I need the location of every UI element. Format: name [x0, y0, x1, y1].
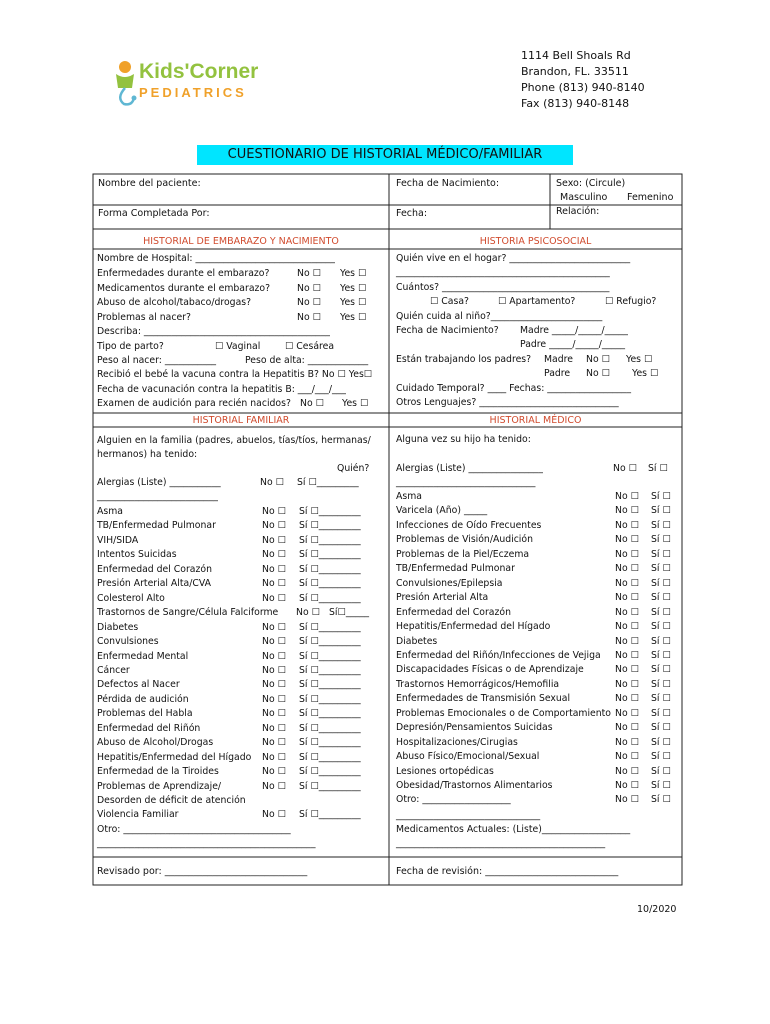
family-condition-label: Defectos al Nacer — [97, 679, 180, 691]
parents-dob-label: Fecha de Nacimiento? — [396, 325, 499, 336]
pregnancy-question: Enfermedades durante el embarazo? — [97, 268, 270, 279]
medical-no-checkbox[interactable]: No ☐ — [615, 563, 639, 575]
medical-other-blank[interactable]: _______________________________ — [396, 810, 541, 821]
medical-no-checkbox[interactable]: No ☐ — [615, 635, 639, 647]
pregnancy-no-checkbox[interactable]: No ☐ — [297, 311, 321, 323]
violence-no[interactable]: No ☐ — [262, 809, 286, 820]
medical-no-checkbox[interactable]: No ☐ — [615, 736, 639, 748]
medical-no-checkbox[interactable]: No ☐ — [615, 707, 639, 719]
family-yes-checkbox[interactable]: Sí ☐_________ — [299, 693, 361, 705]
pregnancy-no-checkbox[interactable]: No ☐ — [297, 268, 321, 279]
family-yes-checkbox[interactable]: Sí ☐_________ — [299, 664, 361, 676]
family-yes-checkbox[interactable]: Sí ☐_________ — [299, 780, 361, 792]
page-title: CUESTIONARIO DE HISTORIAL MÉDICO/FAMILIAR — [197, 145, 573, 165]
medical-no-checkbox[interactable]: No ☐ — [615, 678, 639, 690]
medical-yes-checkbox[interactable]: Sí ☐ — [651, 519, 671, 531]
medical-condition-label: Obesidad/Trastornos Alimentarios — [396, 780, 553, 791]
father-work-label: Padre — [544, 368, 571, 379]
mother-dob-field[interactable]: Madre _____/_____/_____ — [520, 325, 628, 336]
pregnancy-yes-checkbox[interactable]: Yes ☐ — [340, 268, 367, 279]
family-condition-label: Convulsiones — [97, 636, 159, 648]
patient-name-label: Nombre del paciente: — [98, 178, 201, 189]
medical-no-checkbox[interactable]: No ☐ — [615, 606, 639, 618]
medications-field[interactable]: Medicamentos Actuales: (Liste)___________________ — [396, 824, 631, 835]
medical-condition-label: Diabetes — [396, 635, 438, 647]
pregnancy-no-checkbox[interactable]: No ☐ — [297, 297, 321, 308]
describe-field[interactable]: Describa: ________________________________________ — [97, 326, 330, 337]
medical-condition-label: Enfermedades de Transmisión Sexual — [396, 693, 571, 705]
family-yes-checkbox[interactable]: Sí ☐_________ — [299, 679, 361, 691]
sex-male-option[interactable]: Masculino — [560, 192, 608, 203]
medical-condition-label: Varicela (Año) _____ — [396, 505, 488, 517]
family-allergies-blank[interactable]: __________________________ — [97, 491, 218, 502]
date-label: Fecha: — [396, 208, 428, 219]
family-yes-checkbox[interactable]: Sí ☐_________ — [299, 621, 361, 633]
who-label: Quién? — [337, 463, 370, 474]
mother-work-yes[interactable]: Yes ☐ — [626, 354, 653, 365]
medical-no-checkbox[interactable]: No ☐ — [615, 548, 639, 560]
form-version: 10/2020 — [637, 904, 677, 915]
medical-allergies-no[interactable]: No ☐ — [613, 463, 637, 474]
relation-label: Relación: — [556, 206, 600, 217]
family-condition-label: TB/Enfermedad Pulmonar — [97, 520, 216, 532]
family-condition-label: Problemas del Habla — [97, 708, 193, 720]
family-yes-checkbox[interactable]: Sí ☐_________ — [299, 578, 361, 590]
pregnancy-yes-checkbox[interactable]: Yes ☐ — [340, 311, 367, 323]
family-no-checkbox[interactable]: No ☐ — [262, 664, 286, 676]
family-yes-checkbox[interactable]: Sí ☐_________ — [299, 708, 361, 720]
birth-weight-field[interactable]: Peso al nacer: ___________ — [97, 355, 217, 366]
family-condition-label: Hepatitis/Enfermedad del Hígado — [97, 751, 252, 763]
medical-condition-label: Abuso Físico/Emocional/Sexual — [396, 751, 540, 763]
section-psychosocial-header: HISTORIA PSICOSOCIAL — [479, 236, 592, 247]
medical-yes-checkbox[interactable]: Sí ☐ — [651, 794, 671, 806]
family-condition-label: Cáncer — [97, 664, 130, 676]
family-allergies-field[interactable]: Alergias (Liste) ___________ — [97, 477, 221, 488]
medical-yes-checkbox[interactable]: Sí ☐ — [651, 678, 671, 690]
family-no-checkbox[interactable]: No ☐ — [262, 766, 286, 778]
medical-no-checkbox[interactable]: No ☐ — [615, 751, 639, 763]
medical-yes-checkbox[interactable]: Sí ☐ — [651, 606, 671, 618]
medical-no-checkbox[interactable]: No ☐ — [615, 592, 639, 604]
foster-care-field[interactable]: Cuidado Temporal? ____ Fechas: __________________ — [396, 383, 631, 394]
logo-text-bottom: PEDIATRICS — [139, 85, 247, 100]
hearing-yes-checkbox[interactable]: Yes ☐ — [342, 398, 369, 409]
hearing-question: Examen de audición para recién nacidos? — [97, 398, 291, 409]
medical-allergies-yes[interactable]: Sí ☐ — [648, 463, 668, 474]
address-line: Fax (813) 940-8148 — [521, 97, 630, 110]
medical-yes-checkbox[interactable]: Sí ☐ — [651, 649, 671, 661]
family-no-checkbox[interactable]: No ☐ — [262, 679, 286, 691]
family-no-checkbox[interactable]: No ☐ — [262, 506, 286, 517]
pregnancy-question: Problemas al nacer? — [97, 311, 191, 323]
address-line: 1114 Bell Shoals Rd — [521, 49, 631, 62]
adhd-label: Desorden de déficit de atención — [97, 795, 246, 806]
completed-by-label: Forma Completada Por: — [98, 208, 210, 219]
section-pregnancy-header: HISTORIAL DE EMBARAZO Y NACIMIENTO — [143, 236, 339, 247]
address-line: Phone (813) 940-8140 — [521, 81, 645, 94]
languages-field[interactable]: Otros Lenguajes? ______________________________ — [396, 397, 619, 408]
family-no-checkbox[interactable]: No ☐ — [262, 751, 286, 763]
medical-condition-label: Enfermedad del Corazón — [396, 606, 511, 618]
address-line: Brandon, FL. 33511 — [521, 65, 629, 78]
family-yes-checkbox[interactable]: Sí ☐_________ — [299, 506, 361, 517]
medications-blank[interactable]: _____________________________________________ — [396, 838, 606, 849]
medical-yes-checkbox[interactable]: Sí ☐ — [651, 505, 671, 517]
family-no-checkbox[interactable]: No ☐ — [262, 549, 286, 561]
family-condition-label: Abuso de Alcohol/Drogas — [97, 737, 214, 749]
sex-female-option[interactable]: Femenino — [627, 192, 674, 203]
medical-no-checkbox[interactable]: No ☐ — [615, 649, 639, 661]
family-no-checkbox[interactable]: No ☐ — [262, 636, 286, 648]
pregnancy-question: Abuso de alcohol/tabaco/drogas? — [97, 297, 252, 308]
medical-yes-checkbox[interactable]: Sí ☐ — [651, 765, 671, 777]
who-lives-field[interactable]: Quién vive en el hogar? __________________________ — [396, 253, 631, 264]
medical-yes-checkbox[interactable]: Sí ☐ — [651, 736, 671, 748]
medical-condition-label: Hospitalizaciones/Cirugias — [396, 736, 518, 748]
family-condition-label: Trastornos de Sangre/Célula Falciforme — [97, 607, 279, 619]
pregnancy-no-checkbox[interactable]: No ☐ — [297, 282, 321, 294]
family-condition-label: Pérdida de audición — [97, 693, 189, 705]
parents-work-label: Están trabajando los padres? — [396, 354, 532, 365]
medical-yes-checkbox[interactable]: Sí ☐ — [651, 780, 671, 791]
father-dob-field[interactable]: Padre _____/_____/_____ — [520, 339, 626, 350]
hospital-field[interactable]: Nombre de Hospital: ______________________________ — [97, 253, 335, 264]
section-medical-header: HISTORIAL MÉDICO — [489, 415, 582, 426]
family-no-checkbox[interactable]: No ☐ — [262, 578, 286, 590]
medical-yes-checkbox[interactable]: Sí ☐ — [651, 563, 671, 575]
family-yes-checkbox[interactable]: Sí ☐_________ — [299, 751, 361, 763]
family-no-checkbox[interactable]: No ☐ — [262, 780, 286, 792]
medical-yes-checkbox[interactable]: Sí ☐ — [651, 707, 671, 719]
family-yes-checkbox[interactable]: Sí ☐_________ — [299, 737, 361, 749]
medical-yes-checkbox[interactable]: Sí ☐ — [651, 491, 671, 502]
medical-condition-label: Problemas de Visión/Audición — [396, 534, 533, 546]
shelter-checkbox[interactable]: ☐ Refugio? — [605, 296, 657, 307]
family-other-field[interactable]: Otro: ____________________________________ — [97, 824, 291, 835]
medical-allergies-blank[interactable]: ______________________________ — [396, 477, 536, 488]
family-condition-label: Presión Arterial Alta/CVA — [97, 578, 211, 590]
family-yes-checkbox[interactable]: Sí ☐_________ — [299, 563, 361, 575]
medical-no-checkbox[interactable]: No ☐ — [615, 794, 639, 806]
family-no-checkbox[interactable]: No ☐ — [262, 563, 286, 575]
medical-no-checkbox[interactable]: No ☐ — [615, 577, 639, 589]
vaginal-checkbox[interactable]: ☐ Vaginal — [215, 341, 261, 352]
caregiver-field[interactable]: Quién cuida al niño?________________________ — [396, 311, 603, 322]
medical-allergies-field[interactable]: Alergias (Liste) ________________ — [396, 463, 543, 474]
cesarean-checkbox[interactable]: ☐ Cesárea — [285, 341, 335, 352]
medical-yes-checkbox[interactable]: Sí ☐ — [651, 592, 671, 604]
discharge-weight-field[interactable]: Peso de alta: _____________ — [245, 355, 369, 366]
family-yes-checkbox[interactable]: Sí ☐_________ — [299, 520, 361, 532]
mother-work-label: Madre — [544, 354, 573, 365]
medical-no-checkbox[interactable]: No ☐ — [615, 722, 639, 734]
medical-no-checkbox[interactable]: No ☐ — [615, 780, 639, 791]
medical-no-checkbox[interactable]: No ☐ — [615, 621, 639, 633]
family-no-checkbox[interactable]: No ☐ — [262, 520, 286, 532]
family-condition-label: Enfermedad del Corazón — [97, 563, 212, 575]
family-yes-checkbox[interactable]: Sí☐_____ — [329, 607, 370, 619]
medical-intro: Alguna vez su hijo ha tenido: — [396, 434, 531, 445]
family-condition-label: Diabetes — [97, 621, 139, 633]
medical-condition-label: Presión Arterial Alta — [396, 592, 489, 604]
who-lives-blank[interactable]: ______________________________________________ — [396, 267, 610, 278]
medical-no-checkbox[interactable]: No ☐ — [615, 693, 639, 705]
family-no-checkbox[interactable]: No ☐ — [296, 607, 320, 619]
family-no-checkbox[interactable]: No ☐ — [262, 722, 286, 734]
violence-yes[interactable]: Sí ☐_________ — [299, 809, 361, 820]
medical-condition-label: Infecciones de Oído Frecuentes — [396, 519, 542, 531]
medical-no-checkbox[interactable]: No ☐ — [615, 519, 639, 531]
pregnancy-question: Medicamentos durante el embarazo? — [97, 282, 271, 294]
family-no-checkbox[interactable]: No ☐ — [262, 534, 286, 546]
medical-no-checkbox[interactable]: No ☐ — [615, 664, 639, 676]
medical-condition-label: Otro: ___________________ — [396, 794, 511, 806]
family-no-checkbox[interactable]: No ☐ — [262, 708, 286, 720]
family-yes-checkbox[interactable]: Sí ☐_________ — [299, 766, 361, 778]
medical-condition-label: Convulsiones/Epilepsia — [396, 577, 503, 589]
family-condition-label: Enfermedad de la Tiroides — [97, 766, 219, 778]
reviewed-by-field[interactable]: Revisado por: ______________________________ — [97, 866, 308, 877]
medical-condition-label: TB/Enfermedad Pulmonar — [396, 563, 515, 575]
family-other-blank[interactable]: _______________________________________________ — [97, 838, 316, 849]
family-condition-label: Colesterol Alto — [97, 592, 165, 604]
family-no-checkbox[interactable]: No ☐ — [262, 621, 286, 633]
logo-text-top: Kids'Corner — [139, 60, 259, 83]
family-no-checkbox[interactable]: No ☐ — [262, 650, 286, 662]
family-yes-checkbox[interactable]: Sí ☐_________ — [299, 650, 361, 662]
medical-no-checkbox[interactable]: No ☐ — [615, 505, 639, 517]
hepb-question[interactable]: Recibió el bebé la vacuna contra la Hepatitis B? No ☐ Yes☐ — [97, 369, 373, 380]
medical-condition-label: Depresión/Pensamientos Suicidas — [396, 722, 553, 734]
medical-condition-label: Hepatitis/Enfermedad del Hígado — [396, 621, 551, 633]
medical-yes-checkbox[interactable]: Sí ☐ — [651, 664, 671, 676]
medical-condition-label: Discapacidades Físicas o de Aprendizaje — [396, 664, 584, 676]
family-condition-label: Enfermedad Mental — [97, 650, 189, 662]
dob-label: Fecha de Nacimiento: — [396, 178, 500, 189]
family-allergies-no[interactable]: No ☐ — [260, 477, 284, 488]
family-no-checkbox[interactable]: No ☐ — [262, 737, 286, 749]
medical-condition-label: Problemas de la Piel/Eczema — [396, 548, 530, 560]
medical-no-checkbox[interactable]: No ☐ — [615, 534, 639, 546]
medical-yes-checkbox[interactable]: Sí ☐ — [651, 534, 671, 546]
how-many-field[interactable]: Cuántos? ____________________________________ — [396, 282, 610, 293]
sex-label: Sexo: (Circule) — [556, 178, 626, 189]
apartment-checkbox[interactable]: ☐ Apartamento? — [498, 296, 576, 307]
medical-condition-label: Enfermedad del Riñón/Infecciones de Vejiga — [396, 649, 601, 661]
medical-condition-label: Trastornos Hemorrágicos/Hemofilia — [396, 678, 560, 690]
medical-yes-checkbox[interactable]: Sí ☐ — [651, 693, 671, 705]
review-date-field[interactable]: Fecha de revisión: ____________________________ — [396, 866, 619, 877]
medical-yes-checkbox[interactable]: Sí ☐ — [651, 577, 671, 589]
medical-yes-checkbox[interactable]: Sí ☐ — [651, 621, 671, 633]
family-condition-label: Intentos Suicidas — [97, 549, 177, 561]
medical-yes-checkbox[interactable]: Sí ☐ — [651, 635, 671, 647]
birth-type-label: Tipo de parto? — [97, 341, 164, 352]
family-yes-checkbox[interactable]: Sí ☐_________ — [299, 722, 361, 734]
house-checkbox[interactable]: ☐ Casa? — [430, 296, 469, 307]
medical-condition-label: Asma — [396, 491, 422, 502]
family-allergies-yes[interactable]: Sí ☐_________ — [297, 477, 359, 488]
medical-condition-label: Problemas Emocionales o de Comportamiento — [396, 707, 611, 719]
section-family-header: HISTORIAL FAMILIAR — [192, 415, 290, 426]
family-intro: Alguien en la familia (padres, abuelos, tías/tíos, hermanas/ hermanos) ha tenido: — [97, 435, 371, 460]
family-yes-checkbox[interactable]: Sí ☐_________ — [299, 534, 361, 546]
mother-work-no[interactable]: No ☐ — [586, 354, 610, 365]
pregnancy-yes-checkbox[interactable]: Yes ☐ — [340, 297, 367, 308]
medical-no-checkbox[interactable]: No ☐ — [615, 765, 639, 777]
family-no-checkbox[interactable]: No ☐ — [262, 693, 286, 705]
father-work-no[interactable]: No ☐ — [586, 368, 610, 379]
hepb-date-field[interactable]: Fecha de vacunación contra la hepatitis B: ___/___/___ — [97, 384, 346, 395]
medical-yes-checkbox[interactable]: Sí ☐ — [651, 751, 671, 763]
family-yes-checkbox[interactable]: Sí ☐_________ — [299, 636, 361, 648]
father-work-yes[interactable]: Yes ☐ — [632, 368, 659, 379]
family-no-checkbox[interactable]: No ☐ — [262, 592, 286, 604]
family-condition-label: Problemas de Aprendizaje/ — [97, 780, 222, 792]
medical-yes-checkbox[interactable]: Sí ☐ — [651, 722, 671, 734]
violence-label: Violencia Familiar — [97, 809, 179, 820]
medical-yes-checkbox[interactable]: Sí ☐ — [651, 548, 671, 560]
family-condition-label: Asma — [97, 506, 123, 517]
family-yes-checkbox[interactable]: Sí ☐_________ — [299, 549, 361, 561]
hearing-no-checkbox[interactable]: No ☐ — [300, 398, 324, 409]
family-condition-label: Enfermedad del Riñón — [97, 722, 201, 734]
family-condition-label: VIH/SIDA — [97, 534, 139, 546]
pregnancy-yes-checkbox[interactable]: Yes ☐ — [340, 282, 367, 294]
medical-no-checkbox[interactable]: No ☐ — [615, 491, 639, 502]
family-yes-checkbox[interactable]: Sí ☐_________ — [299, 592, 361, 604]
medical-condition-label: Lesiones ortopédicas — [396, 765, 494, 777]
